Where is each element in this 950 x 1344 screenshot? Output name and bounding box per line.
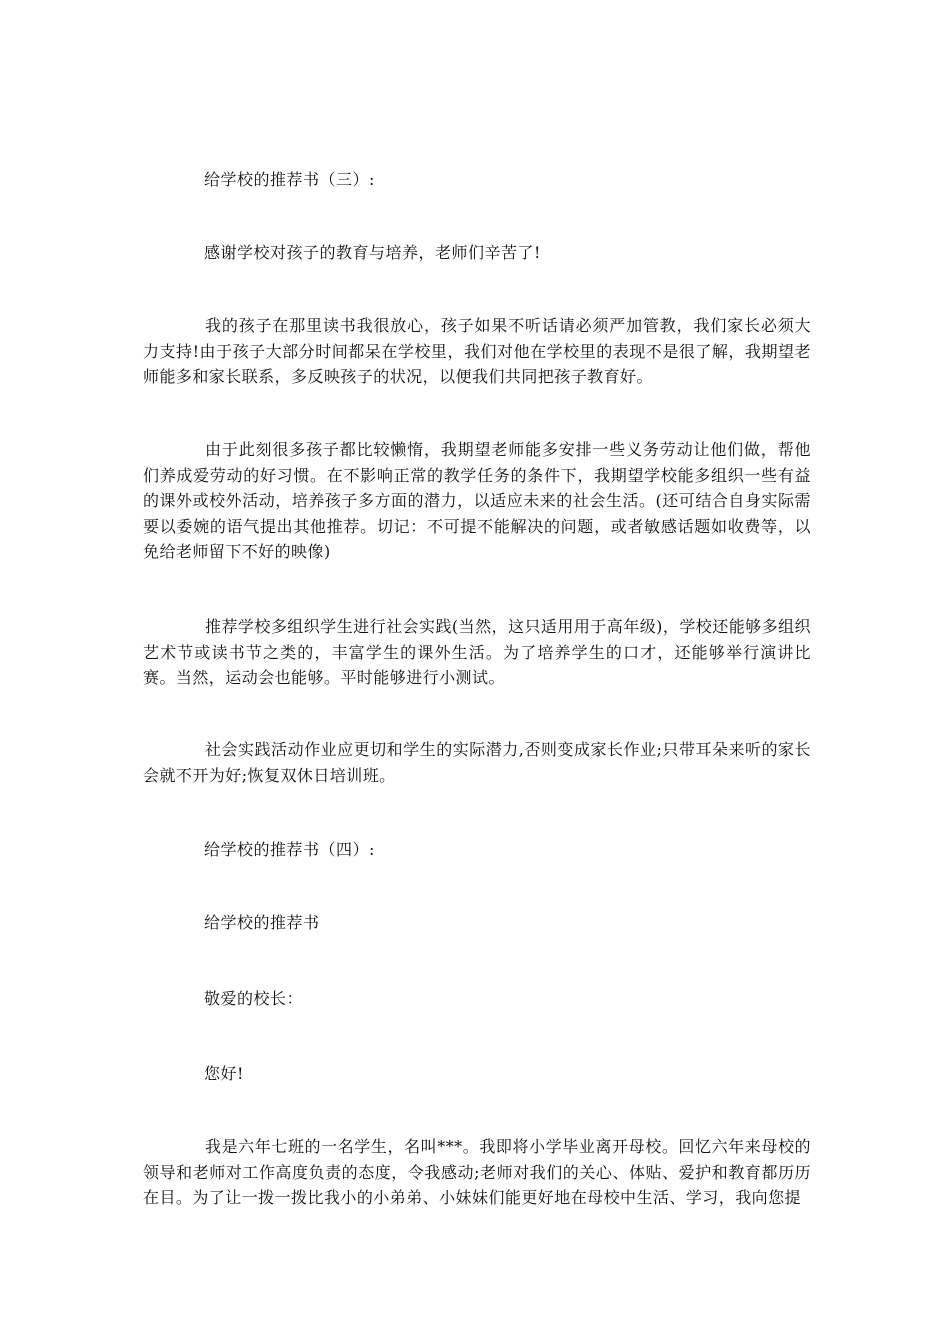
paragraph-4: 社会实践活动作业应更切和学生的实际潜力,否则变成家长作业;只带耳朵来听的家长会就不开为好;恢复双休日培训班。: [143, 740, 811, 785]
section-heading-four: 给学校的推荐书（四）:: [204, 840, 375, 859]
thanks-line: 感谢学校对孩子的教育与培养，老师们辛苦了!: [204, 243, 541, 262]
paragraph-3: 推荐学校多组织学生进行社会实践(当然，这只适用用于高年级)，学校还能够多组织艺术节或读书节之类的，丰富学生的课外生活。为了培养学生的口才，还能够举行演讲比赛。当然，运动会也能够。平时能够进行小测试。: [143, 617, 811, 687]
paragraph-1: 我的孩子在那里读书我很放心，孩子如果不听话请必须严加管教，我们家长必须大力支持!由于孩子大部分时间都呆在学校里，我们对他在学校里的表现不是很了解，我期望老师能多和家长联系，多反映孩子的状况，以便我们共同把孩子教育好。: [143, 316, 811, 386]
paragraph-5: 我是六年七班的一名学生，名叫***。我即将小学毕业离开母校。回忆六年来母校的领导和老师对工作高度负责的态度，令我感动;老师对我们的关心、体贴、爱护和教育都历历在目。为了让一拨一拨比我小的小弟弟、小妹妹们能更好地在母校中生活、学习，我向您提: [143, 1137, 811, 1207]
letter-title: 给学校的推荐书: [204, 913, 320, 932]
greeting: 您好!: [204, 1064, 244, 1083]
paragraph-2: 由于此刻很多孩子都比较懒惰，我期望老师能多安排一些义务劳动让他们做，帮他们养成爱劳动的好习惯。在不影响正常的教学任务的条件下，我期望学校能多组织一些有益的课外或校外活动，培养孩子多方面的潜力，以适应未来的社会生活。(还可结合自身实际需要以委婉的语气提出其他推荐。切记：不可提不能解决的问题，或者敏感话题如收费等，以免给老师留下不好的映像): [143, 440, 811, 561]
salutation: 敬爱的校长：: [204, 989, 304, 1008]
section-heading-three: 给学校的推荐书（三）:: [204, 170, 375, 189]
